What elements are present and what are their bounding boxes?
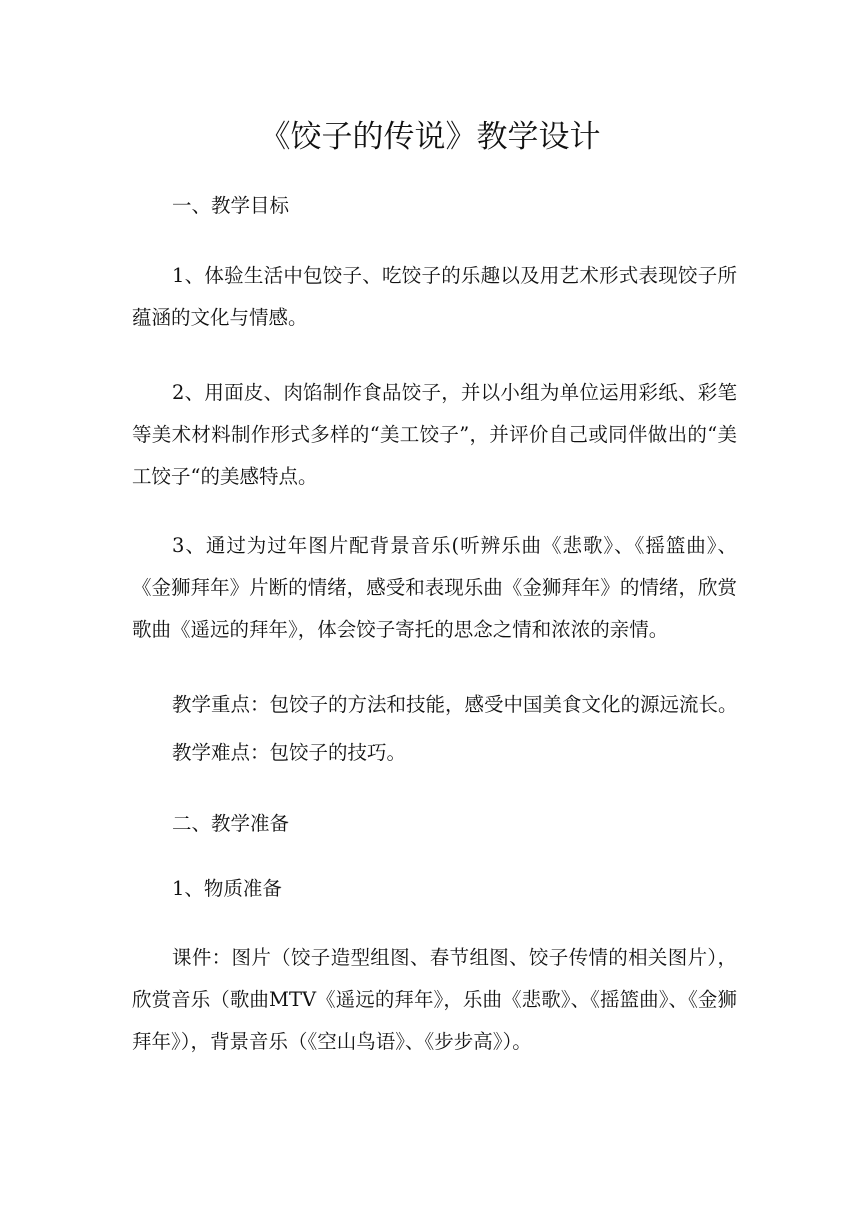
objectives-heading: 一、教学目标 [172,194,290,217]
preparation-heading: 二、教学准备 [172,812,290,835]
document-title: 《饺子的传说》教学设计 [259,119,601,155]
objective-2: 2、用面皮、肉馅制作食品饺子，并以小组为单位运用彩纸、彩笔等美术材料制作形式多样的“美工饺子”，并评价自己或同伴做出的“美工饺子“的美感特点。 [132,381,737,488]
courseware-paragraph: 课件：图片（饺子造型组图、春节组图、饺子传情的相关图片），欣赏音乐（歌曲MTV《遥远的拜年》，乐曲《悲歌》、《摇篮曲》、《金狮拜年》），背景音乐（《空山鸟语》、《步步高》）。 [132,946,737,1053]
objective-1: 1、体验生活中包饺子、吃饺子的乐趣以及用艺术形式表现饺子所蕴涵的文化与情感。 [132,264,737,329]
key-point: 教学重点：包饺子的方法和技能，感受中国美食文化的源远流长。 [172,693,738,716]
objective-3: 3、通过为过年图片配背景音乐(听辨乐曲《悲歌》、《摇篮曲》、《金狮拜年》片断的情绪，感受和表现乐曲《金狮拜年》的情绪，欣赏歌曲《遥远的拜年》，体会饺子寄托的思念之情和浓浓的亲情。 [132,534,737,641]
material-heading: 1、物质准备 [172,877,282,900]
difficulty: 教学难点：包饺子的技巧。 [172,741,407,764]
